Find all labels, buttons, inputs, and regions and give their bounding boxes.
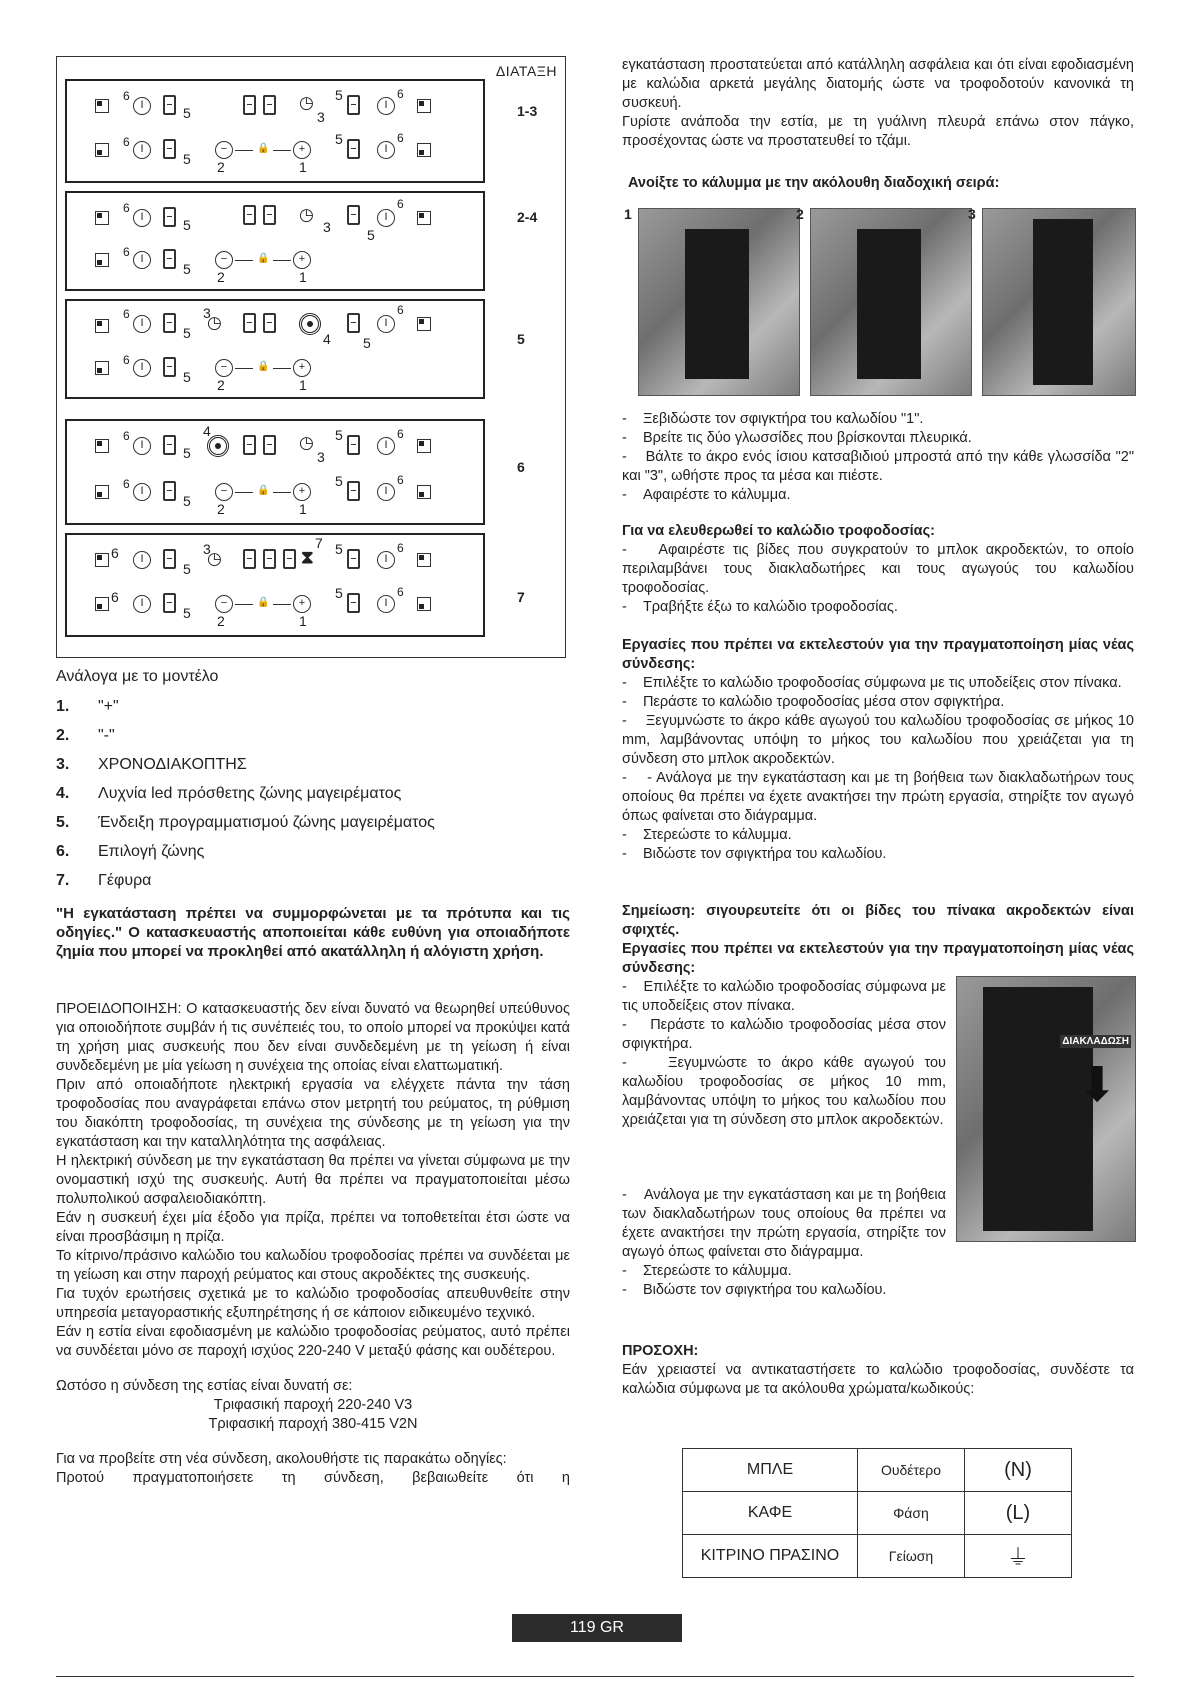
- table-row: ΚΑΦΕ Φάση (L): [683, 1492, 1072, 1535]
- new-connection-steps: - Επιλέξτε το καλώδιο τροφοδοσίας σύμφωνα με τις υποδείξεις στον πίνακα. - Περάστε το καλώδιο τροφοδοσίας μέσα στον σφιγκτήρα. - Ξεγυμνώστε το άκρο κάθε αγωγού του καλωδίου τροφοδοσίας σε μήκος 10 mm, λαμβάνοντας υπόψη το μήκος του καλωδίου που χρειάζεται για τη σύνδεση στο μπλοκ ακροδεκτών. - - Ανάλογα με την εγκατάσταση και με τη βοήθεια των διακλαδωτήρων τους οποίους θα πρέπει να έχετε ανακτήσει την πρώτη εργασία, στηρίξτε τον αγωγό όπως φαίνεται στο διάγραμμα. - Στερεώστε το κάλυμμα. - Βιδώστε τον σφιγκτήρα του καλωδίου.: [622, 675, 1134, 862]
- note-heading: Σημείωση: σιγουρευτείτε ότι οι βίδες του πίνακα ακροδεκτών είναι σφιχτές.: [622, 903, 1134, 938]
- left-body-text: ΠΡΟΕΙΔΟΠΟΙΗΣΗ: Ο κατασκευαστής δεν είναι δυνατό να θεωρηθεί υπεύθυνος για οποιοδήποτε συμβάν ή τις συνέπειές του, το οποίο μπορεί να προκύψει κατά τη χρήση μιας συσκευής που δεν είναι συνδεδεμένη με τη γείωση ή είναι συνδεδεμένη με μία γείωση η συνέχεια της οποίας είναι ελαττωματική. Πριν από οποιαδήποτε ηλεκτρική εργασία να ελέγχετε πάντα την τάση τροφοδοσίας που αναγράφεται επάνω στον μετρητή του ρεύματος, τη ρύθμιση του διακόπτη τροφοδοσίας, τη συνέχεια της σύνδεσης με τη γείωση για την εγκατάσταση και την καταλληλότητα της ασφάλειας. Η ηλεκτρική σύνδεση με την εγκατάσταση θα πρέπει να γίνεται σύμφωνα με την ονομαστική ισχύ της συσκευής. Αυτή θα πρέπει να πραγματοποιείται μέσω πολυπολικού ασφαλειοδιακόπτη. Εάν η συσκευή έχει μία έξοδο για πρίζα, πρέπει να τοποθετείται έτσι ώστε να είναι προσβάσιμη η πρίζα. Το κίτρινο/πράσινο καλώδιο του καλωδίου τροφοδοσίας πρέπει να συνδέεται με τη γείωση και στην παροχή ρεύματος και στους ακροδέκτες της συσκευής. Για τυχόν ερωτήσεις σχετικά με το καλώδιο τροφοδοσίας απευθυνθείτε στην υπηρεσία μεταγοραστικής εξυπηρέτησης ή σε κάποιον ειδικευμένο τεχνικό. Εάν η εστία είναι εφοδιασμένη με καλώδιο τροφοδοσίας ρεύματος, αυτό πρέπει να συνδέεται μόνο σε παροχή ισχύος 220-240 V μεταξύ φάσης και ουδέτερου. Ωστόσο η σύνδεση της εστίας είναι δυνατή σε: Τριφασική παροχή 220-240 V3 Τριφασική παροχή 380-415 V2N Για να προβείτε στη νέα σύνδεση, ακολουθήστε τις παρακάτω οδηγίες: Προτού πραγματοποιήσετε τη σύνδεση, βεβαιωθείτε ότι η: [56, 1001, 570, 1486]
- page-number: 119 GR: [512, 1614, 682, 1642]
- legend-item: 7. Γέφυρα: [56, 872, 152, 889]
- attention-heading: ΠΡΟΣΟΧΗ:: [622, 1343, 699, 1359]
- legend-item: 4. Λυχνία led πρόσθετης ζώνης μαγειρέματος: [56, 785, 402, 802]
- bottom-rule: [56, 1676, 1134, 1677]
- new-connection-steps-2: - Επιλέξτε το καλώδιο τροφοδοσίας σύμφωνα με τις υποδείξεις στον πίνακα. - Περάστε το καλώδιο τροφοδοσίας μέσα στον σφιγκτήρα. - Ξεγυμνώστε το άκρο κάθε αγωγού του καλωδίου τροφοδοσίας σε μήκος 10 mm, λαμβάνοντας υπόψη το μήκος του καλωδίου που χρειάζεται για τη σύνδεση στο μπλοκ ακροδεκτών.: [622, 979, 946, 1128]
- photo-label: 3: [968, 206, 976, 222]
- attention-text: Εάν χρειαστεί να αντικαταστήσετε το καλώδιο τροφοδοσίας, συνδέστε τα καλώδια σύμφωνα με τα ακόλουθα χρώματα/κωδικούς:: [622, 1362, 1134, 1397]
- panel-config-6: 6 I 5 4 ◷ 3 5 I 6 6 I 5 − 🔒 + 2 1 5 I 6: [65, 419, 485, 525]
- table-row: ΚΙΤΡΙΝΟ ΠΡΑΣΙΝΟ Γείωση ⏚: [683, 1535, 1072, 1578]
- release-heading: Για να ελευθερωθεί το καλώδιο τροφοδοσίας:: [622, 523, 935, 539]
- new-connection-heading-2: Εργασίες που πρέπει να εκτελεστούν για την πραγματοποίηση μίας νέας σύνδεσης:: [622, 941, 1134, 976]
- control-layout-diagram: [56, 56, 566, 658]
- photo-label: 1: [624, 206, 632, 222]
- new-connection-heading: Εργασίες που πρέπει να εκτελεστούν για την πραγματοποίηση μίας νέας σύνδεσης:: [622, 637, 1134, 672]
- photo-step-3: [982, 208, 1136, 396]
- wire-color-table: [682, 1448, 1072, 1578]
- panel-config-5: 6 I 5 3 ◷ 4 5 I 6 6 I 5 − 🔒 + 2 1: [65, 299, 485, 399]
- config-label: 1-3: [517, 103, 538, 119]
- config-label: 2-4: [517, 209, 538, 225]
- legend-item: 1. "+": [56, 698, 119, 715]
- new-connection-steps-2b: - Ανάλογα με την εγκατάσταση και με τη βοήθεια των διακλαδωτήρων τους οποίους θα πρέπει να έχετε ανακτήσει την πρώτη εργασία, στηρίξτε τον αγωγό όπως φαίνεται στο διάγραμμα. - Στερεώστε το κάλυμμα. - Βιδώστε τον σφιγκτήρα του καλωδίου.: [622, 1187, 946, 1298]
- photo-caption: ΔΙΑΚΛΑΔΩΣΗ: [1062, 1036, 1129, 1047]
- panel-config-7: 6 I 5 3 ◷ ⧗ 7 5 I 6 6 I 5 − 🔒 + 2 1 5 I 6: [65, 533, 485, 637]
- photo-step-2: [810, 208, 972, 396]
- photo-label: 2: [796, 206, 804, 222]
- photo-branching: [956, 976, 1136, 1242]
- table-row: ΜΠΛΕ Ουδέτερο (N): [683, 1449, 1072, 1492]
- installation-warning: "Η εγκατάσταση πρέπει να συμμορφώνεται με τα πρότυπα και τις οδηγίες." Ο κατασκευαστής αποποιείται κάθε ευθύνη για οποιαδήποτε ζημία που μπορεί να προκληθεί από ακατάλληλη ή αλόγιστη χρήση.: [56, 905, 570, 960]
- legend-item: 6. Επιλογή ζώνης: [56, 843, 205, 860]
- ground-icon: ⏚: [965, 1535, 1072, 1578]
- panel-config-2-4: 6 I 5 ◷ 3 5 I 6 6 I 5 − 🔒 + 2 1: [65, 191, 485, 291]
- open-steps: - Ξεβιδώστε τον σφιγκτήρα του καλωδίου "1". - Βρείτε τις δύο γλωσσίδες που βρίσκονται πλευρικά. - Βάλτε το άκρο ενός ίσιου κατσαβιδιού μπροστά από την κάθε γλωσσίδα "2" και "3", ωθήστε προς τα μέσα και πιέστε. - Αφαιρέστε το κάλυμμα.: [622, 411, 1134, 503]
- config-label: 7: [517, 589, 525, 605]
- legend-item: 2. "-": [56, 727, 115, 744]
- photo-step-1: [638, 208, 800, 396]
- arrow-down-icon: ⬇: [1077, 1059, 1118, 1112]
- panel-config-1-3: 6 I 5 ◷ 3 5 I 6 6 I 5 − 🔒 + 2 1 5 I 6: [65, 79, 485, 183]
- diagram-caption: Ανάλογα με το μοντέλο: [56, 668, 219, 685]
- diagram-title: ΔΙΑΤΑΞΗ: [495, 63, 557, 79]
- config-label: 5: [517, 331, 525, 347]
- config-label: 6: [517, 459, 525, 475]
- right-intro-text: εγκατάσταση προστατεύεται από κατάλληλη ασφάλεια και ότι είναι εφοδιασμένη με καλώδια αρκετά μεγάλης διατομής ώστε να τροφοδοτούν κανονικά τη συσκευή. Γυρίστε ανάποδα την εστία, με τη γυάλινη πλευρά επάνω στον πάγκο, προσέχοντας ώστε να προστατευθεί το τζάμι.: [622, 57, 1134, 149]
- open-cover-heading: Ανοίξτε το κάλυμμα με την ακόλουθη διαδοχική σειρά:: [628, 175, 1000, 191]
- release-steps: - Αφαιρέστε τις βίδες που συγκρατούν το μπλοκ ακροδεκτών, το οποίο περιλαμβάνει τους διακλαδωτήρες και τους αγωγούς του καλωδίου τροφοδοσίας. - Τραβήξτε έξω το καλώδιο τροφοδοσίας.: [622, 542, 1134, 615]
- legend-item: 5. Ένδειξη προγραμματισμού ζώνης μαγειρέματος: [56, 814, 435, 831]
- legend-item: 3. ΧΡΟΝΟΔΙΑΚΟΠΤΗΣ: [56, 756, 247, 773]
